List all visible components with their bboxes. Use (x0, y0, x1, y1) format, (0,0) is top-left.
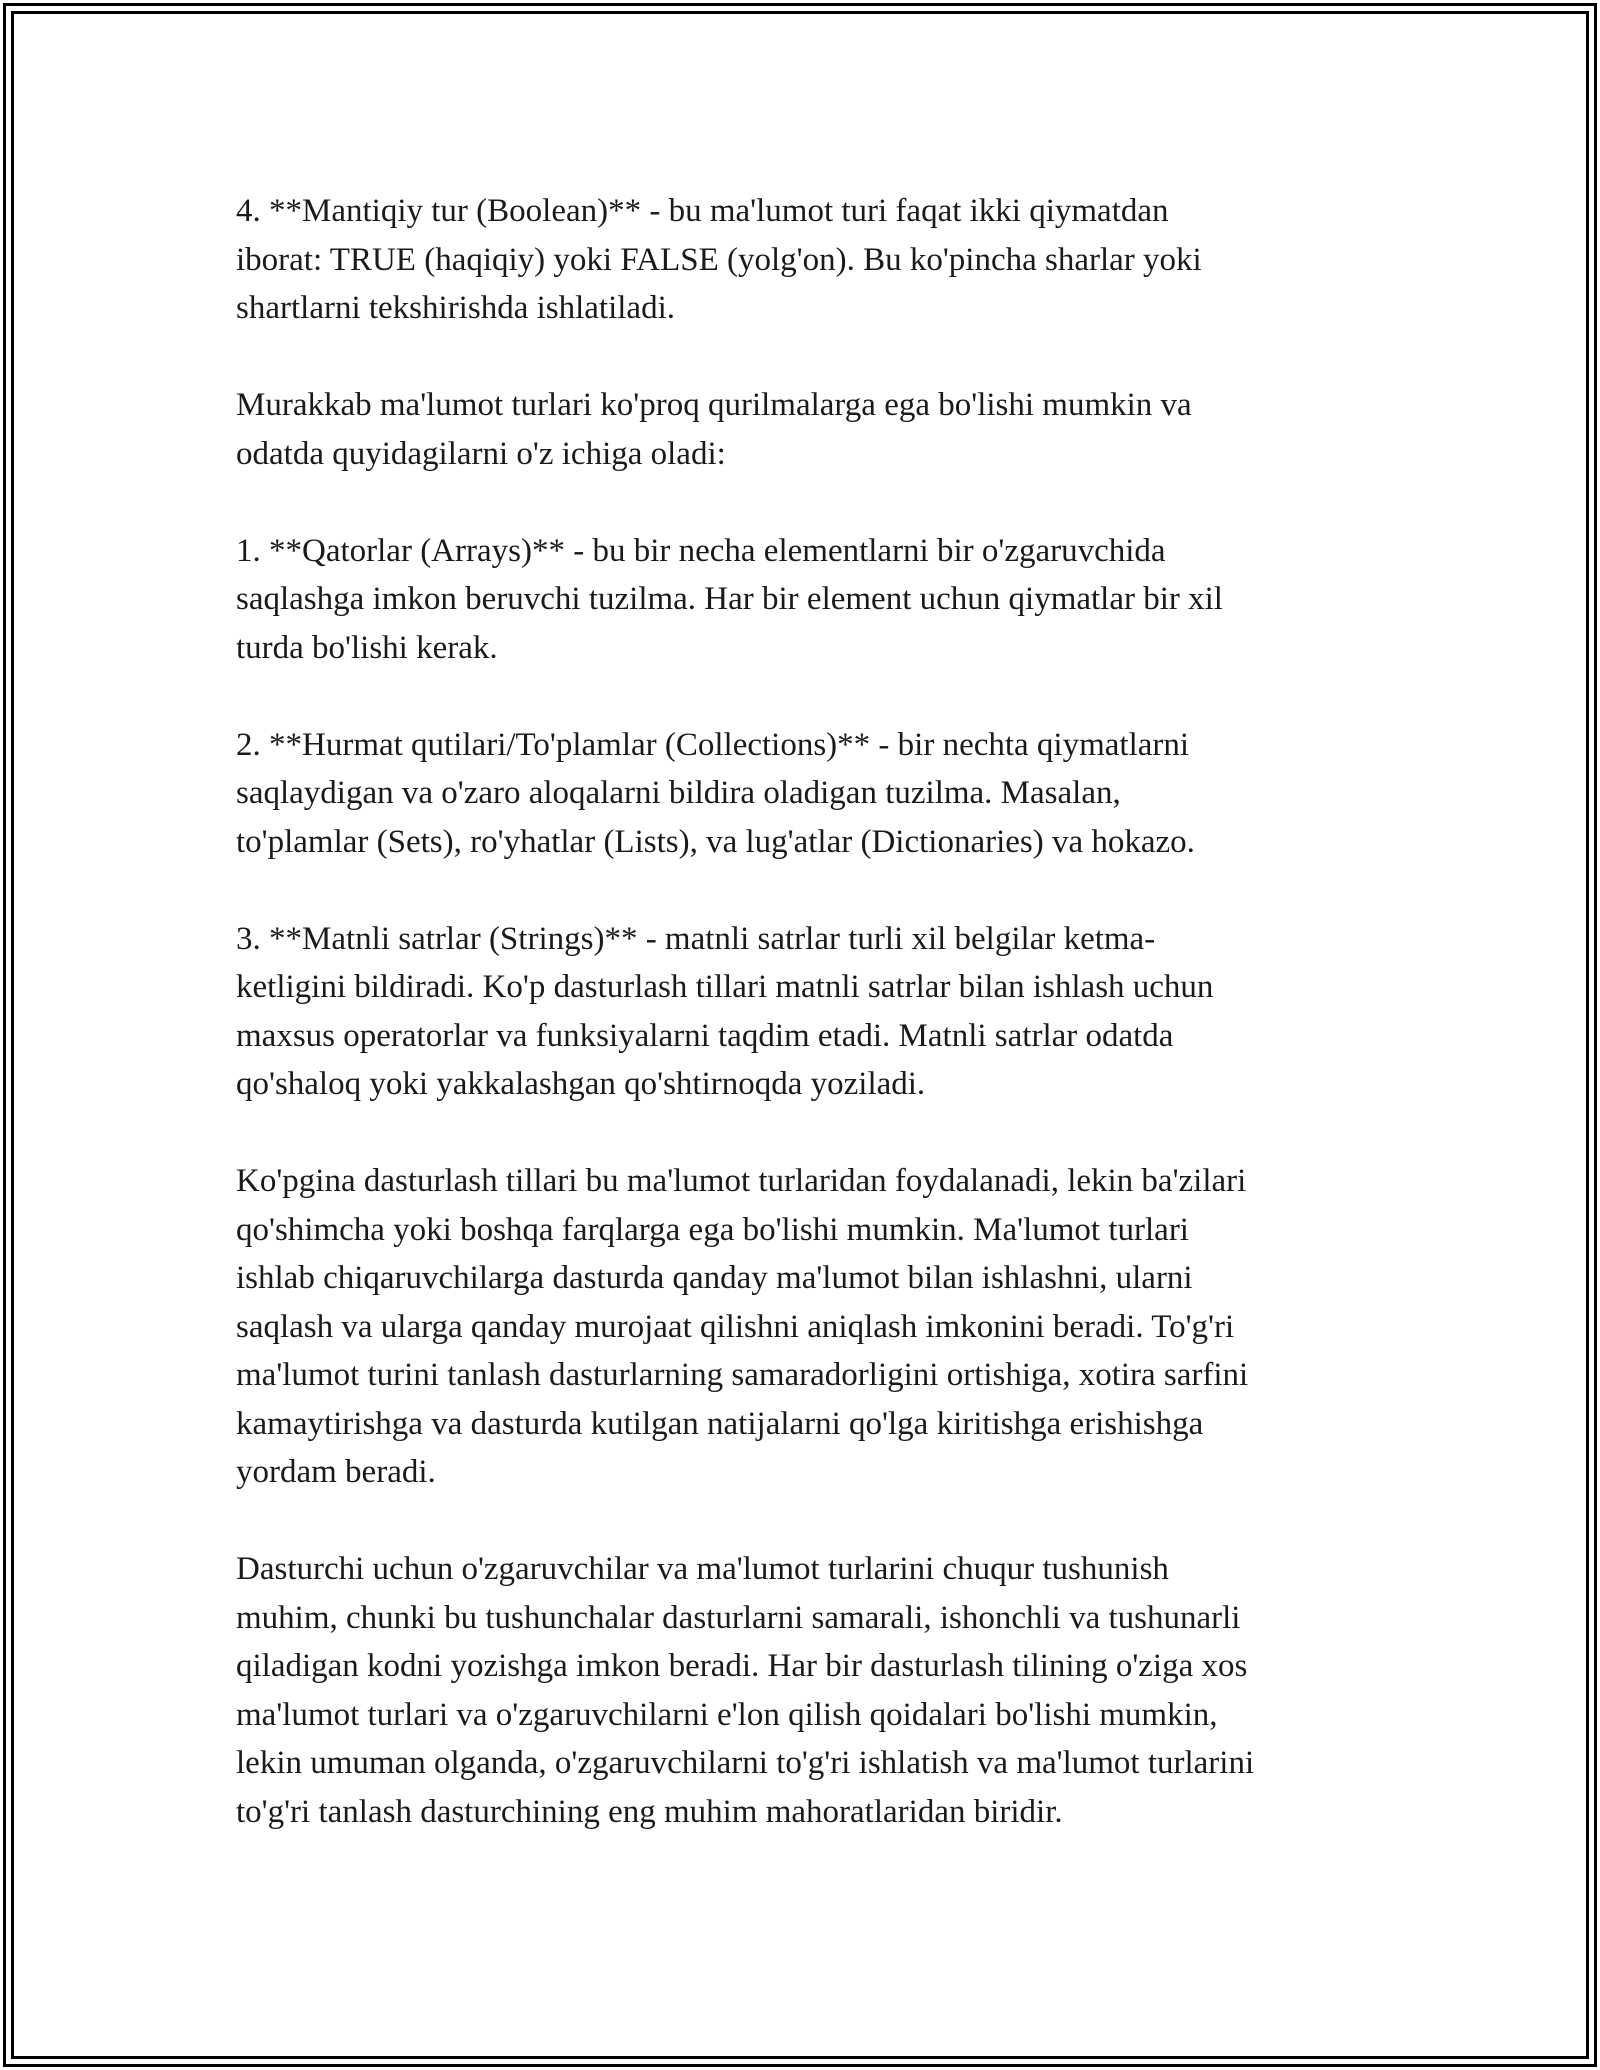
paragraph-strings: 3. **Matnli satrlar (Strings)** - matnli satrlar turli xil belgilar ketma- ketligini bildiradi. Ko'p dasturlash tillari matnli satrlar bilan ishlash uchun maxsus operatorlar va funksiyalarni taqdim etadi. Matnli satrlar odatda qo'shaloq yoki yakkalashgan qo'shtirnoqda yoziladi. (236, 920, 1214, 1102)
paragraph-complex-types-intro: Murakkab ma'lumot turlari ko'proq qurilmalarga ega bo'lishi mumkin va odatda quyidagilarni o'z ichiga oladi: (236, 387, 1192, 472)
paragraph-boolean-type: 4. **Mantiqiy tur (Boolean)** - bu ma'lumot turi faqat ikki qiymatdan iborat: TRUE (haqiqiy) yoki FALSE (yolg'on). Bu ko'pincha sharlar yoki shartlarni tekshirishda ishlatiladi. (236, 193, 1202, 326)
paragraph-conclusion: Dasturchi uchun o'zgaruvchilar va ma'lumot turlarini chuqur tushunish muhim, chunki bu tushunchalar dasturlarni samarali, ishonchli va tushunarli qiladigan kodni yozishga imkon beradi. Har bir dasturlash tilining o'ziga xos ma'lumot turlari va o'zgaruvchilarni e'lon qilish qoidalari bo'lishi mumkin, lekin umuman olganda, o'zgaruvchilarni to'g'ri ishlatish va ma'lumot turlarini to'g'ri tanlash dasturchining eng muhim mahoratlaridan biridir. (236, 1551, 1255, 1830)
paragraph-languages-usage: Ko'pgina dasturlash tillari bu ma'lumot turlaridan foydalanadi, lekin ba'zilari qo'shimcha yoki boshqa farqlarga ega bo'lishi mumkin. Ma'lumot turlari ishlab chiqaruvchilarga dasturda qanday ma'lumot bilan ishlashni, ularni saqlash va ularga qanday murojaat qilishni aniqlash imkonini beradi. To'g'ri ma'lumot turini tanlash dasturlarning samaradorligini ortishiga, xotira sarfini kamaytirishga va dasturda kutilgan natijalarni qo'lga kiritishga erishishga yordam beradi. (236, 1163, 1249, 1490)
paragraph-arrays: 1. **Qatorlar (Arrays)** - bu bir necha elementlarni bir o'zgaruvchida saqlashga imkon beruvchi tuzilma. Har bir element uchun qiymatlar bir xil turda bo'lishi kerak. (236, 532, 1223, 666)
paragraph-collections: 2. **Hurmat qutilari/To'plamlar (Collections)** - bir nechta qiymatlarni saqlaydigan va o'zaro aloqalarni bildira oladigan tuzilma. Masalan, to'plamlar (Sets), ro'yhatlar (Lists), va lug'atlar (Dictionaries) va hokazo. (236, 726, 1195, 860)
document-body (236, 187, 1396, 1836)
